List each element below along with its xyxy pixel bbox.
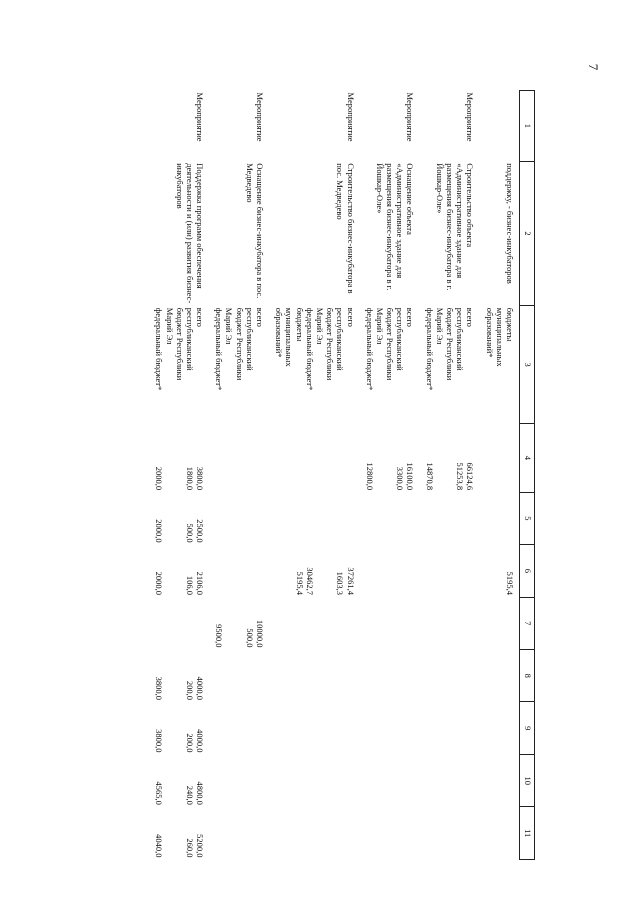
cell-value: 2500,0 500,0 2000,0 xyxy=(154,519,206,543)
cell-value xyxy=(206,492,266,544)
cell-value xyxy=(206,650,266,702)
cell-value xyxy=(417,545,477,597)
cell-value xyxy=(266,424,357,493)
header-cell: 8 xyxy=(520,650,535,702)
cell-value: 16100,0 3300,0 12800,0 xyxy=(364,462,416,491)
cell-value xyxy=(357,702,417,754)
cell-value xyxy=(476,807,519,860)
cell-source: всего республиканский бюджет Республики Марий Эл федеральный бюджет* xyxy=(214,307,266,391)
cell-value xyxy=(266,702,357,754)
cell-value: 2106,0 106,0 2000,0 xyxy=(154,571,206,596)
header-cell: 6 xyxy=(520,545,535,597)
table-row xyxy=(206,91,266,860)
cell-type: Мероприятие xyxy=(405,92,416,142)
cell-value: 4000,0 200,0 3800,0 xyxy=(154,676,206,700)
table-row xyxy=(266,91,357,860)
table-row xyxy=(476,91,519,860)
cell-value xyxy=(417,807,477,860)
cell-value xyxy=(266,807,357,860)
cell-value: 10000,0 500,0 9500,0 xyxy=(214,619,266,648)
table-row xyxy=(357,91,417,860)
header-cell: 9 xyxy=(520,702,535,754)
cell-value: 5200,0 260,0 4040,0 xyxy=(154,834,206,858)
header-cell: 1 xyxy=(520,91,535,162)
cell-value: 66124,6 51253,8 14870,8 xyxy=(424,462,476,491)
cell-value xyxy=(206,545,266,597)
cell-value xyxy=(266,492,357,544)
cell-value xyxy=(266,650,357,702)
cell-value xyxy=(357,650,417,702)
cell-value: 5195,4 xyxy=(505,571,515,596)
cell-value xyxy=(357,492,417,544)
rotated-table-wrapper xyxy=(115,90,535,860)
cell-type: Мероприятие xyxy=(195,92,206,142)
cell-value xyxy=(266,597,357,649)
header-cell: 10 xyxy=(520,754,535,806)
cell-value xyxy=(476,597,519,649)
cell-value xyxy=(206,807,266,860)
cell-value xyxy=(357,754,417,806)
page-number: 7 xyxy=(586,63,601,71)
cell-source: всего республиканский бюджет Республики Марий Эл федеральный бюджет* бюджеты муниципальных образований* xyxy=(274,307,356,391)
cell-type: Мероприятие xyxy=(255,92,266,142)
cell-value xyxy=(476,424,519,493)
cell-value xyxy=(206,702,266,754)
cell-value xyxy=(476,650,519,702)
cell-value xyxy=(417,754,477,806)
cell-value xyxy=(266,754,357,806)
cell-value xyxy=(417,492,477,544)
cell-value xyxy=(417,650,477,702)
header-cell: 7 xyxy=(520,597,535,649)
cell-title: Поддержка программ обеспечения деятельности и (или) развития бизнес-инкубаторов xyxy=(174,163,206,304)
cell-value xyxy=(476,702,519,754)
header-cell: 5 xyxy=(520,492,535,544)
cell-value xyxy=(206,754,266,806)
cell-value xyxy=(357,545,417,597)
cell-source: всего республиканский бюджет Республики Марий Эл федеральный бюджет* xyxy=(364,307,416,391)
cell-value: 4000,0 200,0 3800,0 xyxy=(154,729,206,753)
table-row xyxy=(146,91,206,860)
cell-value xyxy=(476,492,519,544)
cell-value xyxy=(206,424,266,493)
cell-title: поддержку, - бизнес-инкубаторов xyxy=(505,163,515,284)
header-cell: 2 xyxy=(520,161,535,306)
cell-title: Строительство объекта «Административное здание для размещения бизнес-инкубатора в г. Йошкар-Оле» xyxy=(434,163,476,291)
cell-value xyxy=(146,597,206,649)
cell-value xyxy=(417,702,477,754)
cell-value xyxy=(476,754,519,806)
cell-type xyxy=(476,91,519,162)
header-cell: 11 xyxy=(520,807,535,860)
cell-source: бюджеты муниципальных образований* xyxy=(484,307,515,367)
header-row xyxy=(520,91,535,860)
cell-value: 4800,0 240,0 4565,0 xyxy=(154,781,206,805)
cell-title: Строительство бизнес-инкубатора в пос. Медведево xyxy=(335,163,356,294)
cell-title: Оснащение бизнес-инкубатора в пос. Медведево xyxy=(244,163,266,299)
cell-type: Мероприятие xyxy=(465,92,476,142)
cell-value xyxy=(357,807,417,860)
budget-table xyxy=(146,90,535,860)
cell-value xyxy=(357,597,417,649)
table-row xyxy=(417,91,477,860)
header-cell: 3 xyxy=(520,306,535,424)
cell-value: 37261,4 1603,3 30462,7 5195,4 xyxy=(294,567,356,596)
cell-title: Оснащение объекта «Административное здание для размещения бизнес-инкубатора в г. Йошкар-Оле» xyxy=(374,163,416,291)
cell-value: 3800,0 1800,0 2000,0 xyxy=(154,466,206,491)
header-cell: 4 xyxy=(520,424,535,493)
cell-value xyxy=(417,597,477,649)
cell-source: всего республиканский бюджет Республики Марий Эл федеральный бюджет* xyxy=(154,307,206,391)
cell-type: Мероприятие xyxy=(345,92,356,142)
cell-source: всего республиканский бюджет Республики Марий Эл федеральный бюджет* xyxy=(424,307,476,391)
